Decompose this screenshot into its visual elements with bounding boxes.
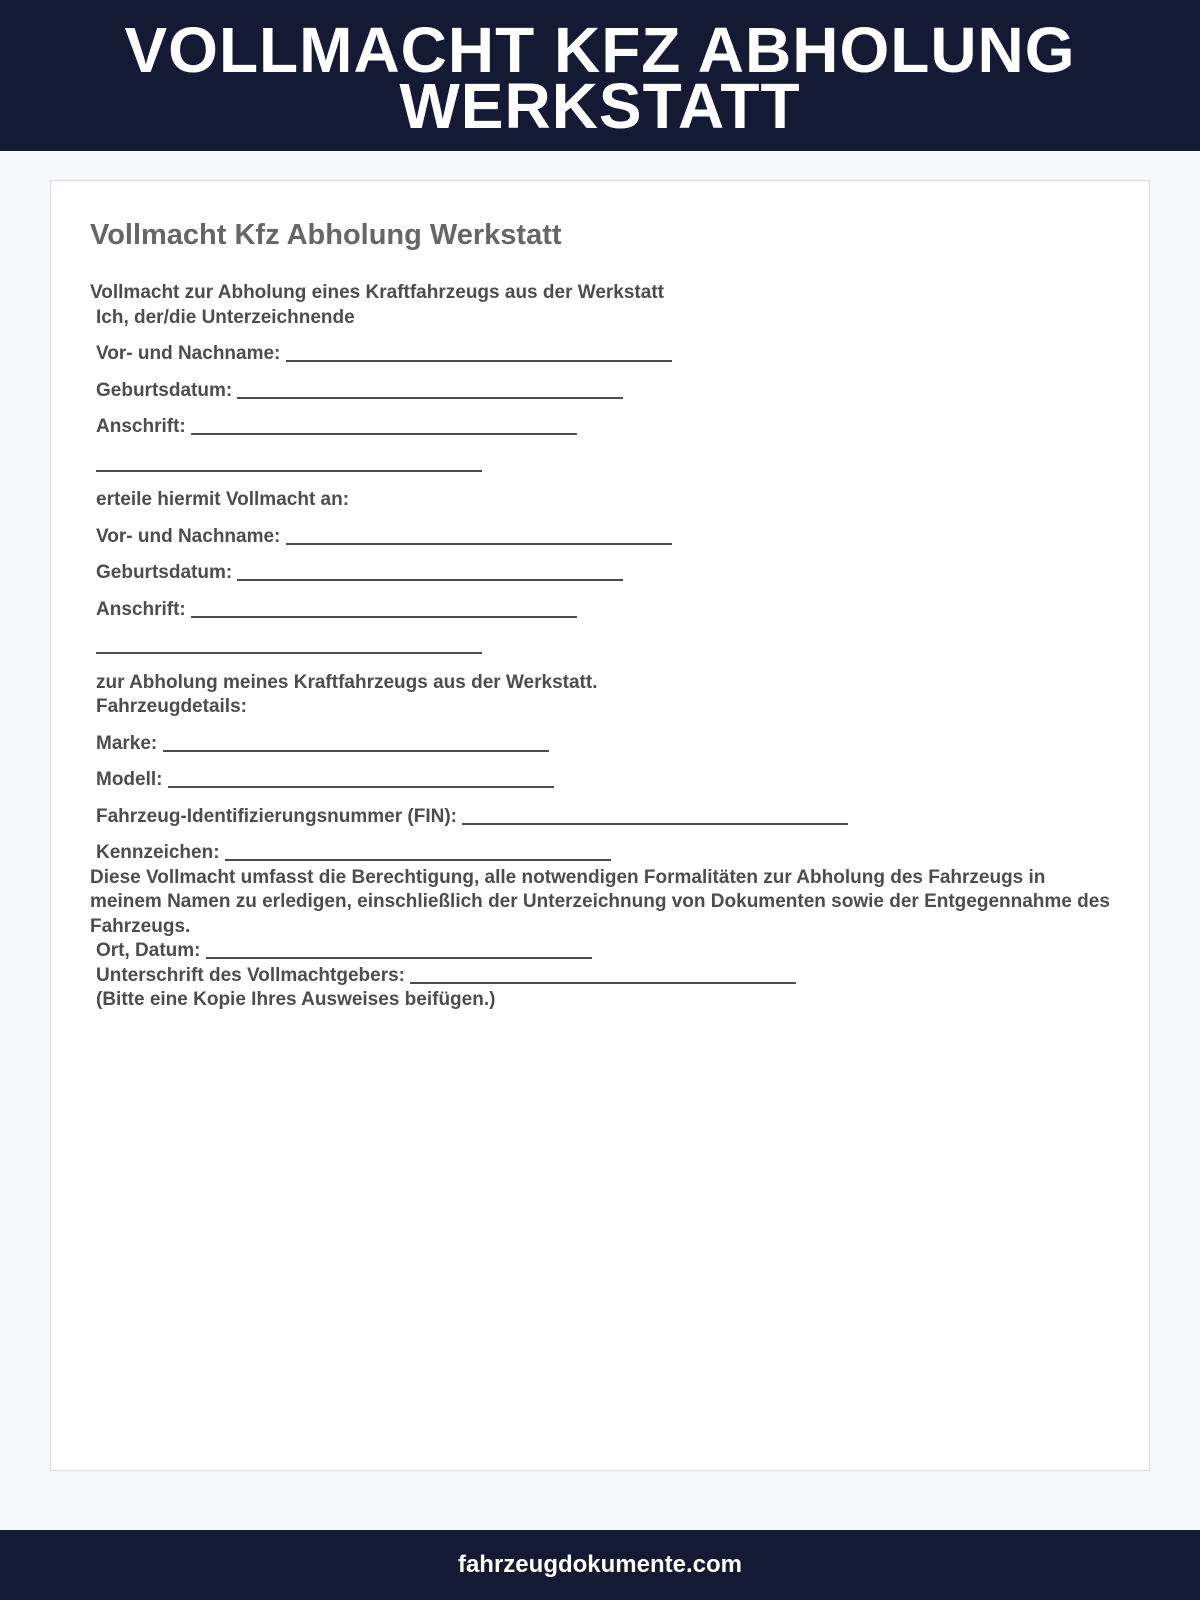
footer-bar — [0, 1530, 1200, 1600]
document-body — [90, 281, 1120, 1013]
vehicle-vin-field[interactable] — [462, 805, 848, 825]
vehicle-vin-row — [90, 805, 1120, 830]
principal-address-field-2[interactable] — [96, 452, 482, 472]
principal-address-label: Anschrift: — [96, 416, 186, 437]
grant-text: erteile hiermit Vollmacht an: — [96, 489, 350, 510]
agent-birthdate-row — [90, 561, 1120, 586]
agent-address-row — [90, 598, 1120, 623]
title-banner — [0, 0, 1200, 151]
vehicle-heading: Fahrzeugdetails: — [96, 696, 247, 717]
document-sheet — [50, 180, 1150, 1471]
principal-name-field[interactable] — [286, 342, 672, 362]
id-copy-note: (Bitte eine Kopie Ihres Ausweises beifügen.) — [96, 989, 496, 1010]
vehicle-model-row — [90, 768, 1120, 793]
scope-text: Diese Vollmacht umfasst die Berechtigung, alle notwendigen Formalitäten zur Abholung des Fahrzeugs in meinem Namen zu erledigen, einschließlich der Unterzeichnung von Dokumenten sowie der Entgegennahme des Fahrzeugs. — [90, 866, 1110, 937]
place-date-label: Ort, Datum: — [96, 940, 201, 961]
vehicle-model-field[interactable] — [168, 768, 554, 788]
signature-row — [90, 964, 1120, 989]
signature-label: Unterschrift des Vollmachtgebers: — [96, 964, 406, 986]
agent-address-field-2[interactable] — [96, 634, 482, 654]
intro-text: Vollmacht zur Abholung eines Kraftfahrzeugs aus der Werkstatt — [90, 282, 664, 303]
principal-birthdate-row — [90, 379, 1120, 404]
vehicle-vin-label: Fahrzeug-Identifizierungsnummer (FIN): — [96, 805, 457, 827]
vehicle-brand-row — [90, 732, 1120, 757]
footer-site-link[interactable]: fahrzeugdokumente.com — [457, 1551, 743, 1578]
agent-name-label: Vor- und Nachname: — [96, 525, 281, 547]
principal-birthdate-label: Geburtsdatum: — [96, 379, 233, 401]
vehicle-brand-field[interactable] — [163, 732, 549, 752]
agent-address-row-2 — [90, 634, 1120, 659]
place-date-row — [90, 939, 1120, 964]
agent-name-field[interactable] — [286, 525, 672, 545]
principal-name-row — [90, 342, 1120, 367]
purpose-text: zur Abholung meines Kraftfahrzeugs aus der Werkstatt. — [96, 671, 598, 693]
banner-title: VOLLMACHT KFZ ABHOLUNG WERKSTATT — [124, 13, 1076, 142]
agent-address-label: Anschrift: — [96, 598, 186, 620]
vehicle-model-label: Modell: — [96, 769, 163, 790]
vehicle-plate-row — [90, 841, 1120, 866]
principal-address-row-2 — [90, 452, 1120, 477]
vehicle-plate-field[interactable] — [225, 841, 611, 861]
principal-birthdate-field[interactable] — [237, 379, 623, 399]
vehicle-plate-label: Kennzeichen: — [96, 842, 220, 863]
principal-intro-text: Ich, der/die Unterzeichnende — [96, 306, 355, 328]
principal-name-label: Vor- und Nachname: — [96, 343, 281, 364]
principal-address-row — [90, 415, 1120, 440]
agent-address-field[interactable] — [191, 598, 577, 618]
principal-address-field[interactable] — [191, 415, 577, 435]
vehicle-brand-label: Marke: — [96, 732, 158, 754]
agent-name-row — [90, 525, 1120, 550]
agent-birthdate-label: Geburtsdatum: — [96, 562, 233, 583]
signature-field[interactable] — [410, 964, 796, 984]
place-date-field[interactable] — [206, 939, 592, 959]
agent-birthdate-field[interactable] — [237, 561, 623, 581]
document-heading: Vollmacht Kfz Abholung Werkstatt — [90, 219, 562, 251]
